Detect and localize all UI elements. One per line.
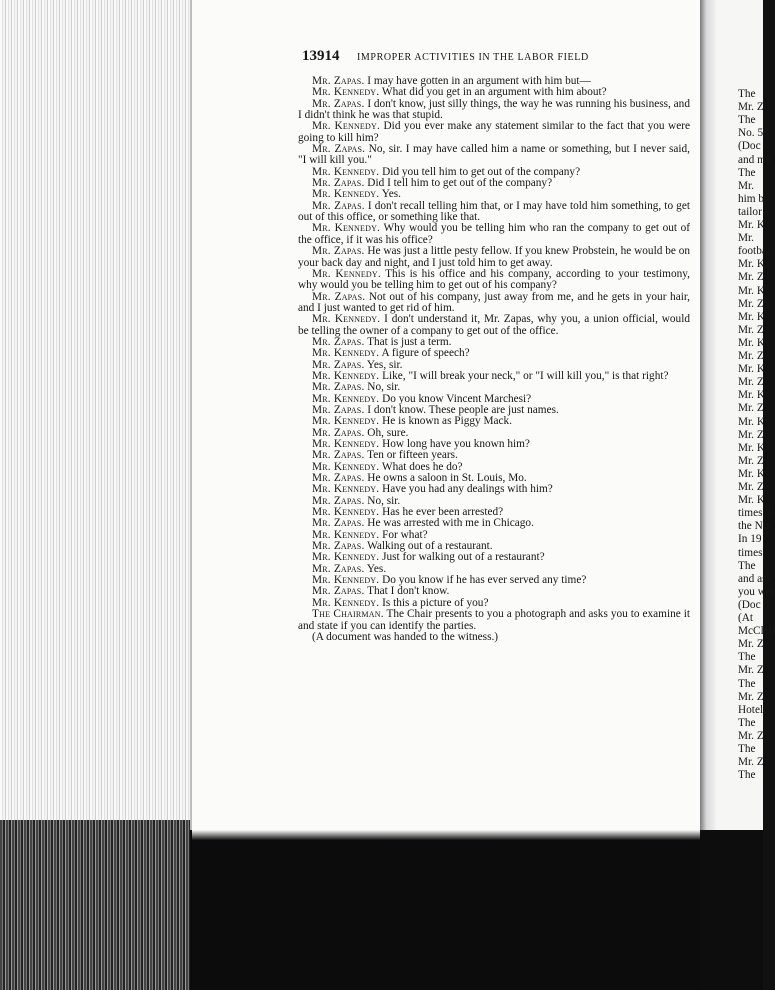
document-page: [190, 0, 702, 830]
facing-page-line: the Nar: [738, 520, 772, 533]
facing-page-line: Hotel.: [738, 703, 766, 716]
facing-page-line: Mr. Z: [738, 690, 764, 703]
speaker-label: Mr. Kennedy.: [312, 313, 381, 326]
speaker-label: Mr. Zapas.: [312, 143, 366, 156]
transcript-paragraph: [298, 99, 690, 122]
transcript-paragraph: [298, 201, 690, 224]
speech-text: I may have gotten in an argument with him but—: [364, 75, 591, 87]
speaker-label: Mr. Zapas.: [312, 403, 365, 416]
speech-text: Have you had any dealings with him?: [379, 483, 553, 496]
speech-text: For what?: [379, 528, 428, 541]
speech-text: No, sir. I may have called him a name or something, but I never said, "I will kill you.": [298, 143, 690, 167]
speech-text: Yes, sir.: [364, 358, 403, 371]
page-header: [302, 48, 589, 65]
speaker-label: The Chairman.: [312, 608, 384, 621]
speech-text: A figure of speech?: [379, 347, 470, 360]
speaker-label: Mr. Zapas.: [312, 426, 365, 439]
facing-page-line: Mr. Z: [738, 402, 764, 415]
transcript-body: [298, 76, 690, 643]
speech-text: The Chair presents to you a photograph and asks you to examine it and state if you can identify the parties.: [298, 608, 690, 632]
speaker-label: Mr. Zapas.: [312, 335, 365, 348]
facing-page-line: Mr. Z: [738, 428, 764, 441]
speaker-label: Mr. Kennedy.: [312, 596, 380, 609]
facing-page-line: Mr. Z: [738, 323, 764, 336]
speaker-label: Mr. Zapas.: [312, 562, 365, 575]
speech-text: (A document was handed to the witness.): [312, 630, 499, 643]
facing-page-line: times.: [738, 546, 766, 559]
speaker-label: Mr. Kennedy.: [312, 369, 380, 382]
speaker-label: Mr. Kennedy.: [312, 574, 380, 587]
speaker-label: Mr. Zapas.: [312, 494, 365, 507]
speech-text: Did you ever make any statement similar to the fact that you were going to kill him?: [298, 120, 690, 144]
speaker-label: Mr. Kennedy.: [312, 267, 381, 280]
speech-text: He was just a little pesty fellow. If you knew Probstein, he would be on your back day and night, and I just told him to get away.: [298, 245, 690, 269]
facing-page-line: times, I: [738, 507, 772, 520]
speech-text: Ten or fifteen years.: [364, 449, 458, 462]
speech-text: That I don't know.: [364, 585, 450, 598]
transcript-paragraph: [298, 121, 690, 144]
facing-page-line: Mr. K: [738, 441, 765, 454]
facing-page-line: and ask: [738, 572, 773, 585]
speech-text: Oh, sure.: [364, 426, 409, 439]
speech-text: What did you get in an argument with him about?: [379, 86, 607, 99]
speech-text: Not out of his company, just away from me, and he gets in your hair, and I just wanted to get rid of him.: [298, 290, 690, 314]
speech-text: That is just a term.: [364, 335, 452, 348]
transcript-paragraph: [298, 144, 690, 167]
facing-page-line: Mr.: [738, 179, 755, 192]
facing-page-line: In 19: [738, 533, 762, 546]
speaker-label: Mr. Kennedy.: [312, 86, 380, 99]
facing-page-line: The: [738, 743, 756, 755]
speaker-label: Mr. Zapas.: [312, 358, 365, 371]
speech-text: Did you tell him to get out of the company?: [379, 165, 581, 178]
facing-page-line: Mr. K: [738, 363, 765, 376]
speaker-label: Mr. Kennedy.: [312, 551, 380, 564]
speech-text: I don't recall telling him that, or I may have told him something, to get out of this office, or something like that.: [298, 199, 690, 224]
speaker-label: Mr. Zapas.: [312, 199, 365, 212]
speech-text: He owns a saloon in St. Louis, Mo.: [364, 472, 527, 485]
speech-text: How long have you known him?: [379, 438, 530, 450]
speaker-label: Mr. Kennedy.: [312, 347, 380, 360]
book-edge-shadow: [0, 820, 190, 990]
speaker-label: Mr. Kennedy.: [312, 506, 380, 519]
speech-text: Just for walking out of a restaurant?: [379, 551, 545, 564]
speech-text: No, sir.: [364, 381, 401, 394]
facing-page-line: The: [738, 651, 756, 664]
speech-text: What does he do?: [379, 460, 463, 473]
speaker-label: Mr. Zapas.: [312, 381, 365, 394]
speaker-label: Mr. Zapas.: [312, 245, 365, 258]
speaker-label: Mr. Zapas.: [312, 97, 365, 110]
facing-page-line: The: [738, 716, 756, 729]
speech-text: This is his office and his company, according to your testimony, why would you be telling him to get out of his company?: [298, 267, 690, 292]
facing-page-fragment: [716, 0, 775, 830]
transcript-paragraph: [298, 246, 690, 269]
speech-text: Do you know Vincent Marchesi?: [379, 392, 532, 405]
transcript-paragraph: [298, 292, 690, 315]
facing-page-shadow: [700, 830, 763, 990]
facing-page-line: and ma: [738, 153, 771, 166]
speaker-label: Mr. Kennedy.: [312, 460, 380, 473]
facing-page-line: The: [738, 677, 756, 690]
facing-page-line: Mr. Z: [738, 756, 764, 769]
transcript-paragraph: [298, 632, 690, 643]
speaker-label: Mr. Kennedy.: [312, 120, 380, 133]
transcript-paragraph: [298, 314, 690, 337]
speaker-label: Mr. Kennedy.: [312, 528, 380, 541]
facing-page-line: Mr. Z: [738, 729, 764, 742]
speaker-label: Mr. Zapas.: [312, 540, 365, 553]
facing-page-line: Mr. Z: [738, 481, 764, 493]
facing-page-line: The: [738, 114, 756, 127]
speech-text: Has he ever been arrested?: [379, 506, 504, 519]
speech-text: I don't know, just silly things, the way he was running his business, and I didn't think he was that stupid.: [298, 97, 690, 122]
facing-page-line: footbal: [738, 245, 770, 258]
transcript-paragraph: [298, 609, 690, 632]
speaker-label: Mr. Zapas.: [312, 585, 365, 598]
facing-page-line: The: [738, 166, 756, 179]
speaker-label: Mr. Zapas.: [312, 290, 366, 303]
speech-text: Yes.: [364, 562, 387, 575]
speaker-label: Mr. Kennedy.: [312, 188, 380, 201]
transcript-paragraph: [298, 269, 690, 292]
facing-page-line: Mr. K: [738, 336, 765, 349]
facing-page-line: Mr. K: [738, 389, 765, 402]
facing-page-line: Mr. Z: [738, 271, 764, 284]
facing-page-line: Mr. Z: [738, 638, 764, 651]
facing-page-line: Mr. K: [738, 258, 765, 271]
facing-page-line: Mr. K: [738, 415, 765, 428]
speech-text: Is this a picture of you?: [379, 596, 489, 609]
facing-page-line: The: [738, 769, 756, 782]
facing-page-line: (Doc: [738, 140, 761, 153]
facing-page-line: him by: [738, 192, 770, 205]
speaker-label: Mr. Kennedy.: [312, 222, 381, 235]
facing-page-line: Mr.: [738, 232, 755, 245]
facing-page-line: Mr. Z: [738, 297, 764, 310]
facing-page-line: Mr. K: [738, 494, 765, 507]
speaker-label: Mr. Kennedy.: [312, 483, 380, 496]
speaker-label: Mr. Kennedy.: [312, 415, 380, 428]
facing-page-line: Mr. Z: [738, 664, 764, 677]
speaker-label: Mr. Kennedy.: [312, 165, 380, 178]
facing-page-line: Mr. Z: [738, 376, 764, 389]
facing-page-line: you wer: [738, 585, 775, 598]
speech-text: No, sir.: [364, 494, 401, 507]
speech-text: He was arrested with me in Chicago.: [364, 517, 534, 530]
facing-page-line: No. 58.: [738, 127, 772, 140]
speech-text: Do you know if he has ever served any time?: [379, 574, 587, 587]
speaker-label: Mr. Kennedy.: [312, 438, 380, 450]
facing-page-line: Mr. K: [738, 467, 765, 480]
facing-page-line: Mr. Z: [738, 101, 764, 114]
facing-page-line: The: [738, 88, 756, 100]
facing-page-line: Mr. K: [738, 310, 765, 323]
speech-text: Like, "I will break your neck," or "I will kill you," is that right?: [379, 369, 669, 382]
speech-text: I don't know. These people are just names.: [364, 403, 559, 416]
facing-page-line: The: [738, 559, 756, 572]
speaker-label: Mr. Kennedy.: [312, 392, 380, 405]
facing-page-line: tailor s: [738, 205, 770, 218]
speaker-label: Mr. Zapas.: [312, 75, 365, 87]
speaker-label: Mr. Zapas.: [312, 449, 365, 462]
running-title: IMPROPER ACTIVITIES IN THE LABOR FIELD: [357, 52, 589, 63]
facing-page-line: (Doc: [738, 598, 761, 611]
speaker-label: Mr. Zapas.: [312, 472, 365, 485]
speaker-label: Mr. Zapas.: [312, 177, 365, 190]
speech-text: He is known as Piggy Mack.: [379, 415, 513, 428]
speech-text: Walking out of a restaurant.: [364, 540, 493, 553]
speaker-label: Mr. Zapas.: [312, 517, 365, 530]
transcript-paragraph: [298, 223, 690, 246]
facing-page-line: Mr. Z: [738, 454, 764, 467]
facing-page-line: Mr. K: [738, 284, 765, 297]
facing-page-line: Mr. K: [738, 219, 765, 231]
facing-page-line: McClell: [738, 625, 775, 638]
speech-text: I don't understand it, Mr. Zapas, why you, a union official, would be telling the owner of a company to get out of the office.: [298, 313, 690, 337]
speech-text: Did I tell him to get out of the company?: [364, 177, 553, 190]
facing-page-line: Mr. Z: [738, 350, 764, 362]
page-number: 13914: [302, 48, 340, 64]
speech-text: Yes.: [379, 188, 401, 201]
facing-page-line: (At: [738, 612, 754, 624]
speech-text: Why would you be telling him who ran the company to get out of the office, if it was his office?: [298, 222, 691, 246]
